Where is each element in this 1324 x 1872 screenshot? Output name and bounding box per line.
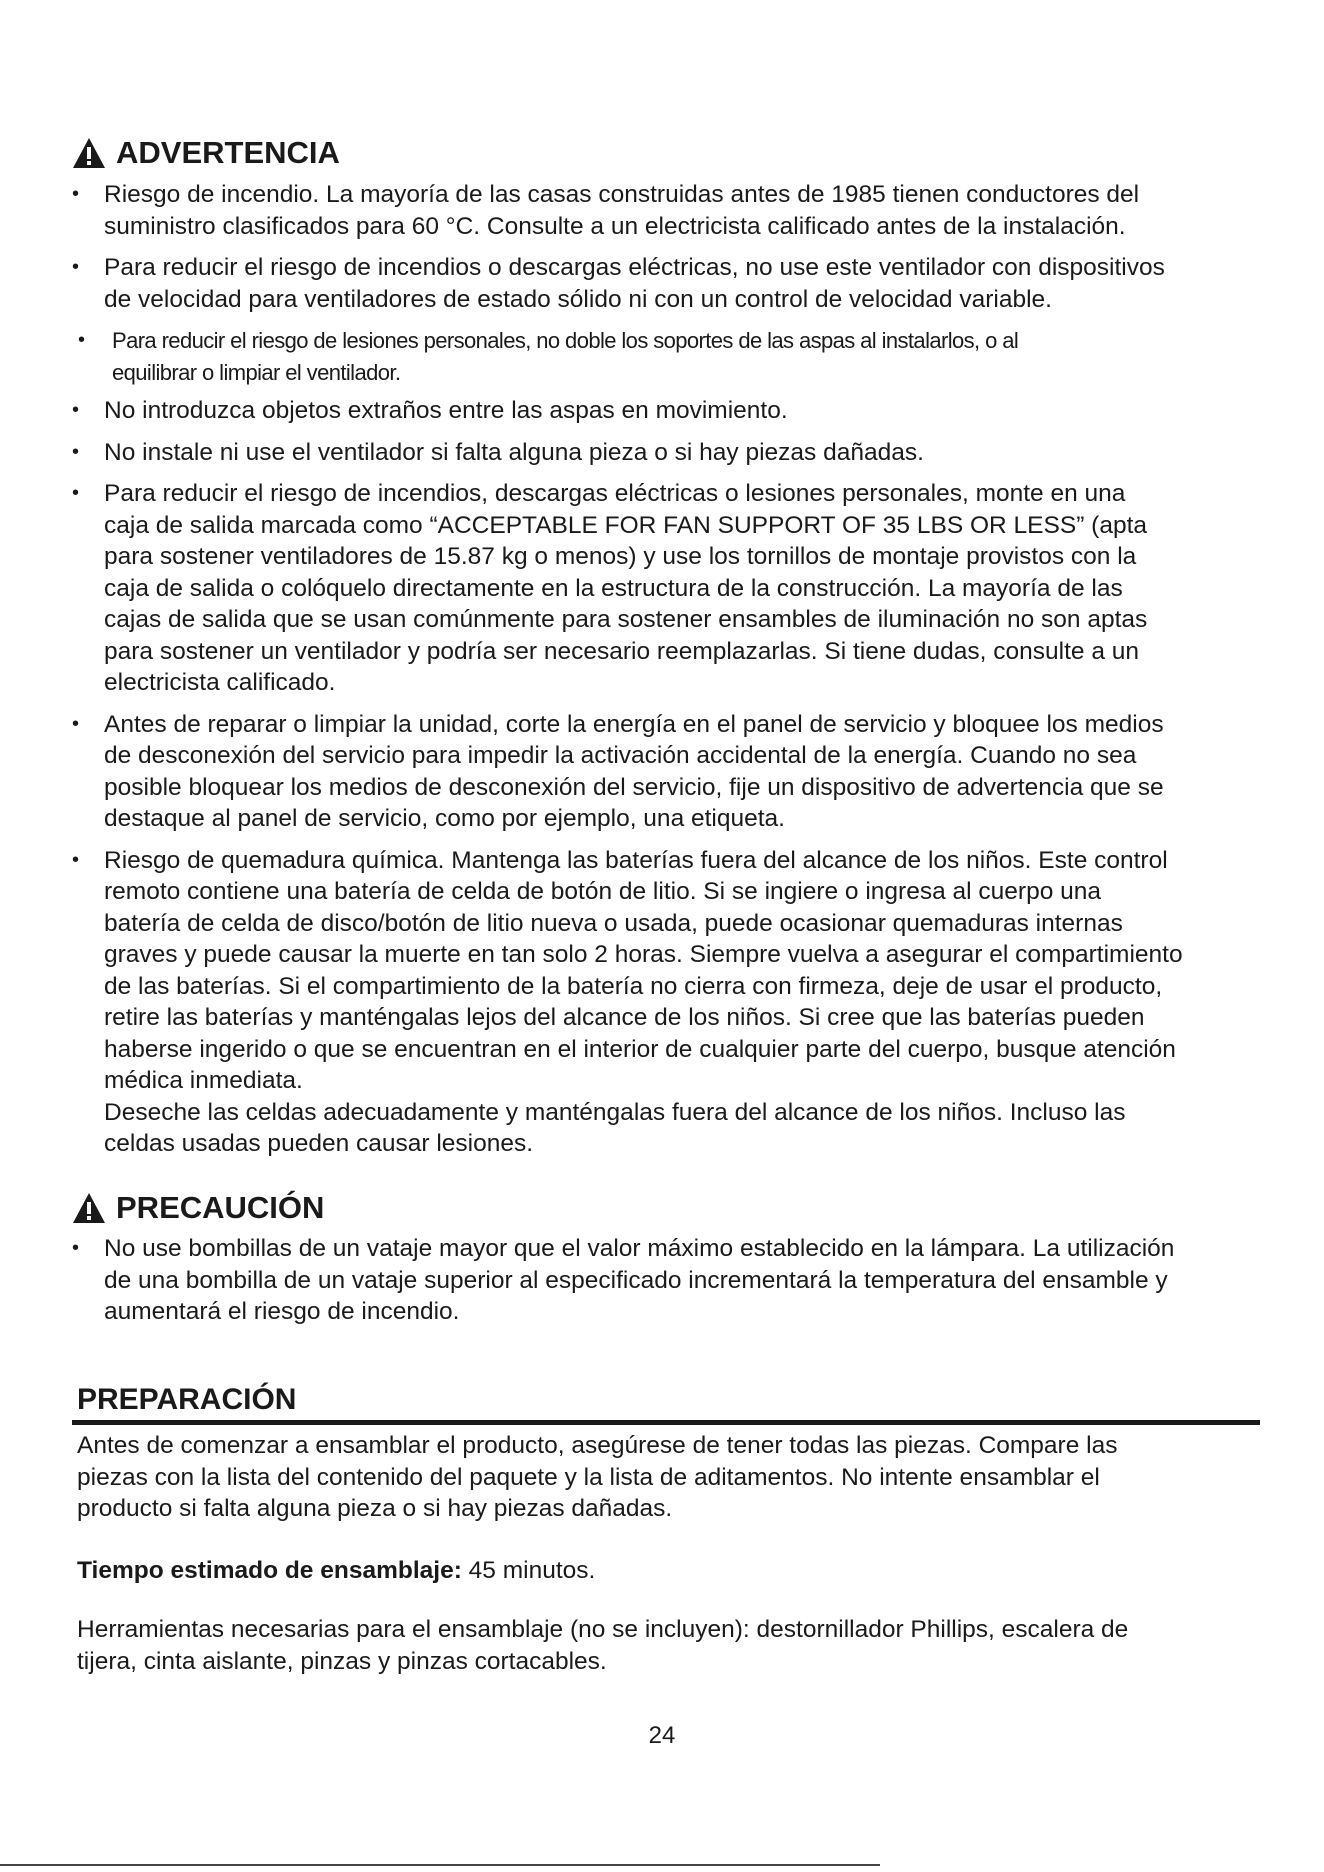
warning-list (72, 179, 1302, 1160)
caution-list (72, 1233, 1302, 1328)
assembly-time (77, 1555, 1277, 1587)
assembly-time-label: Tiempo estimado de ensamblaje: (77, 1557, 462, 1584)
page-number: 24 (648, 1722, 676, 1749)
list-item: • Riesgo de quemadura química. Mantenga las baterías fuera del alcance de los niños. Este control remoto contiene una batería de celda de botón de litio. Si se ingiere o ingresa al cuerpo una batería de celda de disco/botón de litio nueva o usada, puede ocasionar quemaduras internas graves y puede causar la muerte en tan solo 2 horas. Siempre vuelva a asegurar el compartimiento de las baterías. Si el compartimiento de la batería no cierra con firmeza, deje de usar el producto, retire las baterías y manténgalas lejos del alcance de los niños. Si cree que las baterías pueden haberse ingerido o que se encuentran en el interior de cualquier parte del cuerpo, busque atención médica inmediata. Deseche las celdas adecuadamente y manténgalas fuera del alcance de los niños. Incluso las celdas usadas pueden causar lesiones. (72, 845, 1302, 1160)
assembly-time-value: 45 minutos. (461, 1557, 596, 1584)
warning-triangle-icon (72, 137, 106, 169)
section-divider (72, 1420, 1260, 1425)
list-item: • No instale ni use el ventilador si falta alguna pieza o si hay piezas dañadas. (72, 437, 1302, 469)
tools-needed: Herramientas necesarias para el ensamblaje (no se incluyen): destornillador Phillips, escalera de tijera, cinta aislante, pinzas y pinzas cortacables. (77, 1616, 1129, 1675)
list-item: • Riesgo de incendio. La mayoría de las casas construidas antes de 1985 tienen conductores del suministro clasificados para 60 °C. Consulte a un electricista calificado antes de la instalación. (72, 179, 1302, 242)
caution-title: PRECAUCIÓN (116, 1190, 325, 1225)
list-item: • No use bombillas de un vataje mayor que el valor máximo establecido en la lámpara. La utilización de una bombilla de un vataje superior al especificado incrementará la temperatura del ensamble y aumentará el riesgo de incendio. (72, 1233, 1302, 1328)
list-item: • Para reducir el riesgo de incendios o descargas eléctricas, no use este ventilador con dispositivos de velocidad para ventiladores de estado sólido ni con un control de velocidad variable. (72, 252, 1302, 315)
list-item: • No introduzca objetos extraños entre las aspas en movimiento. (72, 395, 1302, 427)
list-item: • Para reducir el riesgo de lesiones personales, no doble los soportes de las aspas al instalarlos, o al equilibrar o limpiar el ventilador. (78, 325, 1302, 388)
caution-heading (72, 1190, 324, 1226)
warning-heading (72, 135, 340, 171)
preparation-title: PREPARACIÓN (77, 1383, 297, 1416)
warning-title: ADVERTENCIA (116, 135, 340, 170)
list-item: • Antes de reparar o limpiar la unidad, corte la energía en el panel de servicio y bloquee los medios de desconexión del servicio para impedir la activación accidental de la energía. Cuando no sea posible bloquear los medios de desconexión del servicio, fije un dispositivo de advertencia que se destaque al panel de servicio, como por ejemplo, una etiqueta. (72, 709, 1302, 835)
list-item: • Para reducir el riesgo de incendios, descargas eléctricas o lesiones personales, monte en una caja de salida marcada como “ACCEPTABLE FOR FAN SUPPORT OF 35 LBS OR LESS” (apta para sostener ventiladores de 15.87 kg o menos) y use los tornillos de montaje provistos con la caja de salida o colóquelo directamente en la estructura de la construcción. La mayoría de las cajas de salida que se usan comúnmente para sostener ensambles de iluminación no son aptas para sostener un ventilador y podría ser necesario reemplazarlas. Si tiene dudas, consulte a un electricista calificado. (72, 478, 1302, 699)
warning-triangle-icon (72, 1192, 106, 1224)
scan-edge-line (0, 1864, 880, 1866)
preparation-intro: Antes de comenzar a ensamblar el producto, asegúrese de tener todas las piezas. Compare las piezas con la lista del contenido del paquete y la lista de aditamentos. No intente ensamblar el producto si falta alguna pieza o si hay piezas dañadas. (77, 1432, 1118, 1522)
